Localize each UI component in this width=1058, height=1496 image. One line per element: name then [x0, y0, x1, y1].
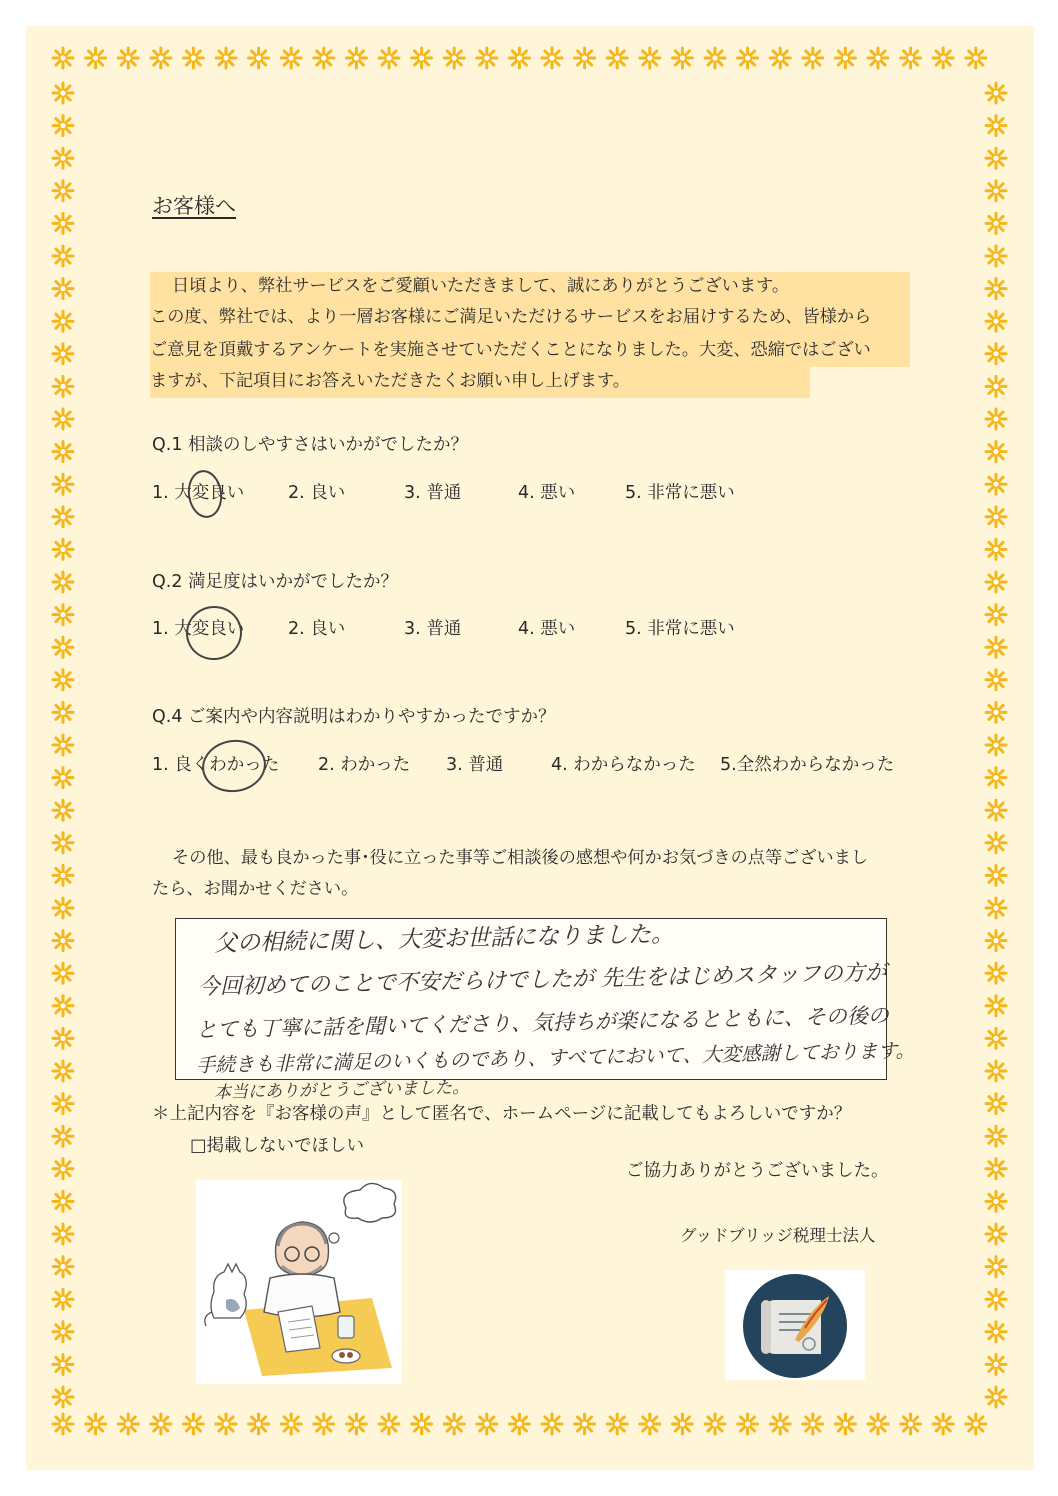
handwritten-line: 手続きも非常に満足のいくものであり、すべてにおいて、大変感謝しております。: [195, 1038, 916, 1077]
q1-option-4[interactable]: 4. 悪い: [518, 483, 576, 503]
comment-prompt-line: たら、お聞かせください。: [152, 879, 359, 899]
handwritten-line: とても丁寧に話を聞いてくださり、気持ちが楽になるとともに、その後の: [195, 1003, 890, 1042]
handwritten-line: 本当にありがとうございました。: [213, 1077, 470, 1103]
q2-option-1[interactable]: 1. 大変良い: [152, 619, 245, 639]
elderly-man-writing-illustration: [196, 1180, 402, 1384]
thanks-text: ご協力ありがとうございました。: [626, 1161, 889, 1181]
handwritten-line: 今回初めてのことで不安だらけでしたが 先生をはじめスタッフの方が: [197, 960, 888, 1000]
q4-option-4[interactable]: 4. わからなかった: [551, 755, 696, 775]
question-4-label: Q.4 ご案内や内容説明はわかりやすかったですか？: [152, 707, 556, 727]
q1-option-2[interactable]: 2. 良い: [288, 483, 346, 503]
q2-option-5[interactable]: 5. 非常に悪い: [625, 619, 735, 639]
publish-question: ＊上記内容を『お客様の声』として匿名で、ホームページに記載してもよろしいですか？: [152, 1104, 852, 1124]
comment-prompt-line: その他、最も良かった事･役に立った事等ご相談後の感想や何かお気づきの点等ございまし: [172, 848, 869, 868]
intro-paragraph: [150, 272, 910, 398]
scroll-quill-icon: [725, 1270, 865, 1380]
question-1-label: Q.1 相談のしやすさはいかがでしたか？: [152, 435, 469, 455]
q1-option-3[interactable]: 3. 普通: [404, 483, 462, 503]
intro-line: この度、弊社では、より一層お客様にご満足いただけるサービスをお届けするため、皆様から: [150, 307, 872, 327]
q4-option-3[interactable]: 3. 普通: [446, 755, 504, 775]
company-name: グッドブリッジ税理士法人: [680, 1226, 876, 1245]
handwritten-line: 父の相続に関し、大変お世話になりました。: [213, 921, 675, 957]
question-2-label: Q.2 満足度はいかがでしたか？: [152, 572, 399, 592]
q4-option-5[interactable]: 5.全然わからなかった: [720, 755, 895, 775]
q4-option-2[interactable]: 2. わかった: [318, 755, 411, 775]
intro-line: 日頃より、弊社サービスをご愛顧いただきまして、誠にありがとうございます。: [172, 276, 790, 296]
q2-option-4[interactable]: 4. 悪い: [518, 619, 576, 639]
publish-option-checkbox[interactable]: □掲載しないでほしい: [190, 1136, 365, 1156]
q2-option-2[interactable]: 2. 良い: [288, 619, 346, 639]
q4-option-1[interactable]: 1. 良くわかった: [152, 755, 280, 775]
greeting-heading: お客様へ: [152, 194, 236, 218]
q1-option-1[interactable]: 1. 大変良い: [152, 483, 245, 503]
q2-option-3[interactable]: 3. 普通: [404, 619, 462, 639]
intro-line: ご意見を頂戴するアンケートを実施させていただくことになりました。大変、恐縮ではござい: [150, 340, 871, 360]
intro-line: ますが、下記項目にお答えいただきたくお願い申し上げます。: [150, 371, 630, 391]
survey-sheet: [26, 26, 1034, 1470]
q1-option-5[interactable]: 5. 非常に悪い: [625, 483, 735, 503]
